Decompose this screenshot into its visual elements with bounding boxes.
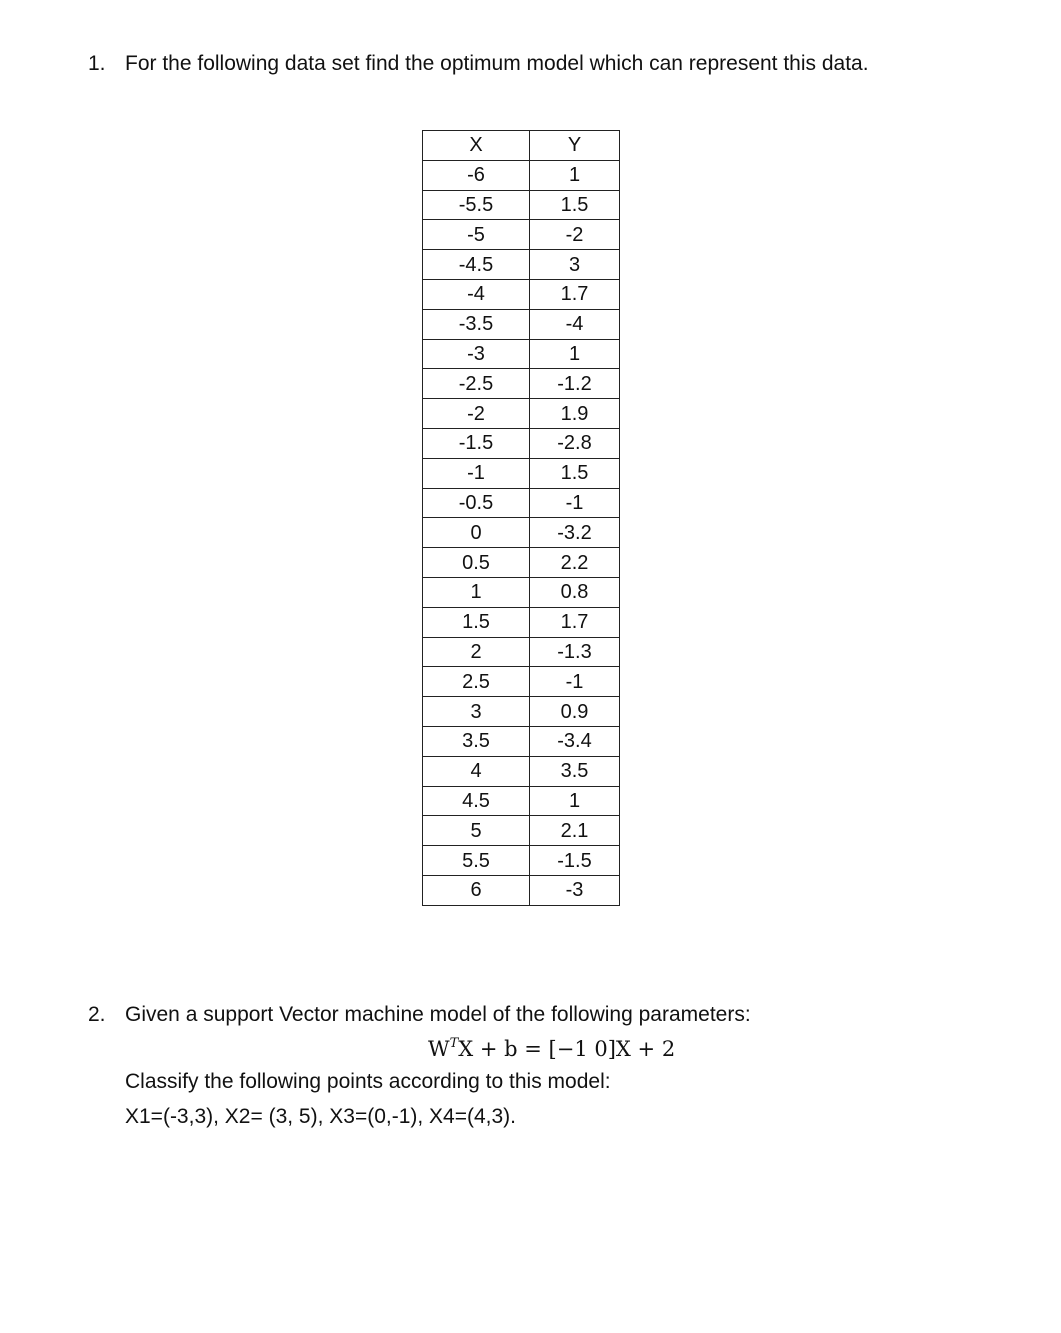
table-row <box>423 756 620 786</box>
table-row <box>423 458 620 488</box>
table-row <box>423 399 620 429</box>
cell-x: -0.5 <box>423 488 530 518</box>
cell-y: -4 <box>530 309 620 339</box>
equation-weight: W <box>428 1037 450 1061</box>
cell-y: -3.4 <box>530 726 620 756</box>
table-row <box>423 726 620 756</box>
table-row <box>423 607 620 637</box>
cell-x: -5.5 <box>423 190 530 220</box>
table-row <box>423 786 620 816</box>
table-row <box>423 369 620 399</box>
cell-y: 1 <box>530 160 620 190</box>
question-2-text: Given a support Vector machine model of the following parameters: <box>125 1003 751 1026</box>
data-table <box>422 130 620 906</box>
table-row <box>423 190 620 220</box>
cell-x: 1.5 <box>423 607 530 637</box>
cell-x: -4 <box>423 279 530 309</box>
cell-y: -3 <box>530 875 620 905</box>
table-row <box>423 488 620 518</box>
cell-x: -6 <box>423 160 530 190</box>
question-2-number: 2. <box>88 1003 106 1026</box>
svm-equation <box>428 1036 675 1061</box>
table-row <box>423 518 620 548</box>
cell-y: -1.3 <box>530 637 620 667</box>
cell-x: 2.5 <box>423 667 530 697</box>
cell-y: 1.5 <box>530 458 620 488</box>
cell-y: 3 <box>530 250 620 280</box>
question-1-text: For the following data set find the optimum model which can represent this data. <box>125 52 869 75</box>
cell-y: 1 <box>530 339 620 369</box>
points-list: X1=(-3,3), X2= (3, 5), X3=(0,-1), X4=(4,3). <box>125 1105 517 1128</box>
cell-y: 3.5 <box>530 756 620 786</box>
equation-transpose: T <box>449 1036 459 1051</box>
equation-rest: X + b = [−1 0]X + 2 <box>458 1037 676 1061</box>
cell-y: -1 <box>530 667 620 697</box>
cell-y: 1.7 <box>530 279 620 309</box>
cell-x: 4 <box>423 756 530 786</box>
cell-x: 5 <box>423 816 530 846</box>
cell-x: -1 <box>423 458 530 488</box>
table-row <box>423 667 620 697</box>
cell-x: 0.5 <box>423 548 530 578</box>
column-header-y: Y <box>530 131 620 161</box>
table-row <box>423 428 620 458</box>
cell-x: 5.5 <box>423 846 530 876</box>
cell-y: 2.2 <box>530 548 620 578</box>
cell-x: 0 <box>423 518 530 548</box>
table-row <box>423 309 620 339</box>
cell-y: -3.2 <box>530 518 620 548</box>
cell-y: -2.8 <box>530 428 620 458</box>
cell-y: 1.5 <box>530 190 620 220</box>
cell-x: 6 <box>423 875 530 905</box>
cell-y: -2 <box>530 220 620 250</box>
table-row <box>423 816 620 846</box>
cell-y: -1.5 <box>530 846 620 876</box>
cell-y: 1 <box>530 786 620 816</box>
cell-x: -3 <box>423 339 530 369</box>
cell-y: 2.1 <box>530 816 620 846</box>
cell-y: -1 <box>530 488 620 518</box>
table-row <box>423 697 620 727</box>
table-row <box>423 339 620 369</box>
table-row <box>423 250 620 280</box>
table-row <box>423 577 620 607</box>
cell-y: 1.7 <box>530 607 620 637</box>
cell-x: -3.5 <box>423 309 530 339</box>
cell-x: -1.5 <box>423 428 530 458</box>
table-row <box>423 637 620 667</box>
cell-x: 1 <box>423 577 530 607</box>
cell-x: 2 <box>423 637 530 667</box>
table-row <box>423 160 620 190</box>
cell-y: 0.9 <box>530 697 620 727</box>
classify-instruction: Classify the following points according to this model: <box>125 1070 611 1093</box>
table-row <box>423 279 620 309</box>
table-row <box>423 846 620 876</box>
cell-x: 4.5 <box>423 786 530 816</box>
cell-x: -2.5 <box>423 369 530 399</box>
table-row <box>423 875 620 905</box>
cell-x: 3.5 <box>423 726 530 756</box>
cell-y: -1.2 <box>530 369 620 399</box>
table-row <box>423 548 620 578</box>
table-row <box>423 220 620 250</box>
cell-x: -2 <box>423 399 530 429</box>
cell-x: -5 <box>423 220 530 250</box>
cell-x: 3 <box>423 697 530 727</box>
cell-x: -4.5 <box>423 250 530 280</box>
table-body <box>423 160 620 905</box>
cell-y: 1.9 <box>530 399 620 429</box>
cell-y: 0.8 <box>530 577 620 607</box>
question-1-number: 1. <box>88 52 106 75</box>
table-header-row <box>423 131 620 161</box>
column-header-x: X <box>423 131 530 161</box>
